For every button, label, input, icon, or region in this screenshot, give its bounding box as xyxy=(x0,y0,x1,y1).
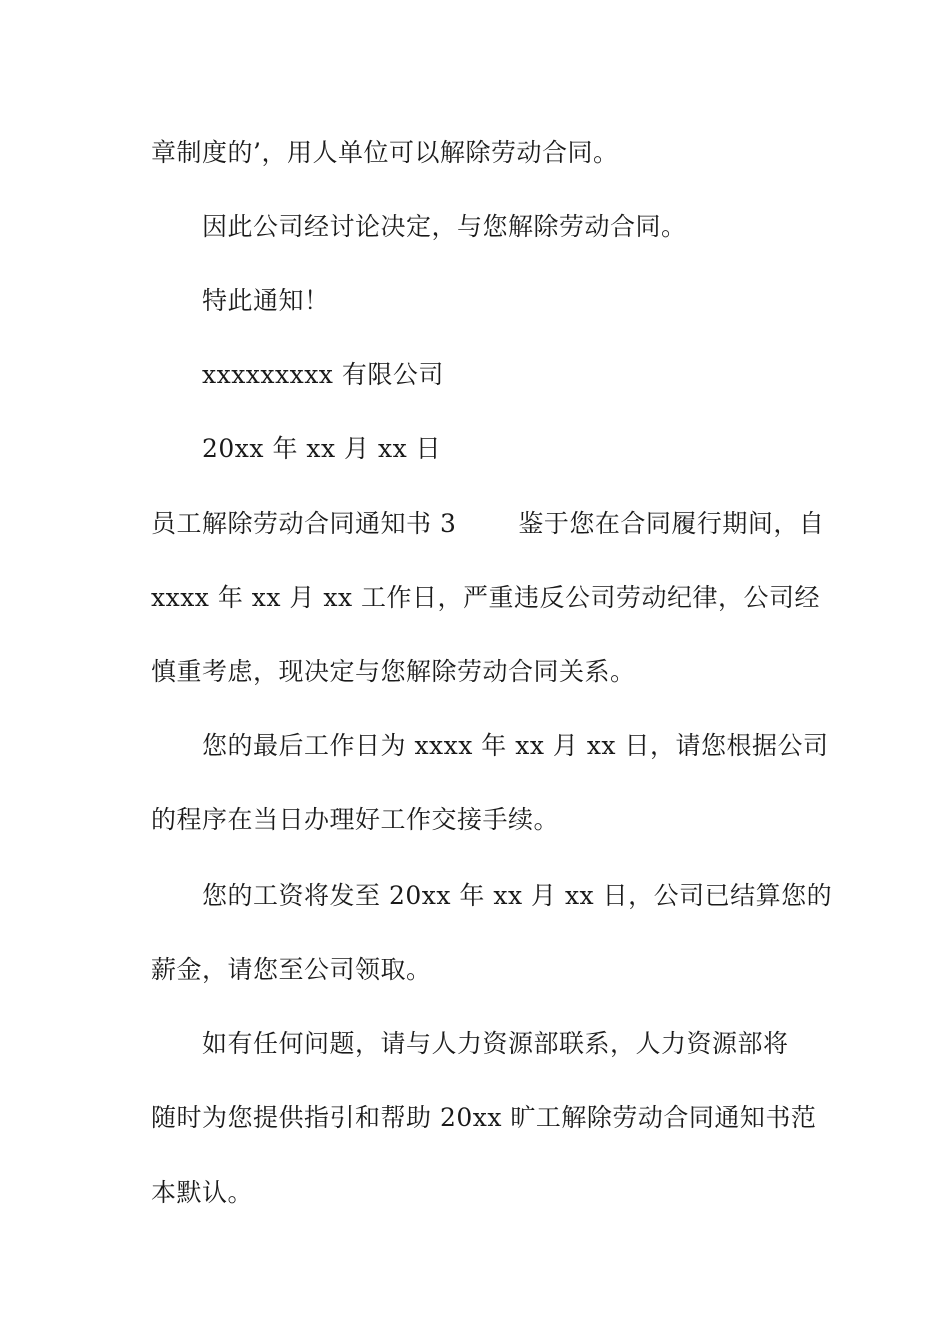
closing-notice: 特此通知！ xyxy=(202,286,330,315)
company-signature: xxxxxxxxx 有限公司 xyxy=(202,360,444,389)
paragraph-line-3: xxxx 年 xx 月 xx 工作日，严重违反公司劳动纪律，公司经 xyxy=(151,583,821,612)
paragraph-line-2: 因此公司经讨论决定，与您解除劳动合同。 xyxy=(202,212,687,241)
paragraph-line-6: 的程序在当日办理好工作交接手续。 xyxy=(151,805,560,834)
section-opening-text: 鉴于您在合同履行期间，自 xyxy=(518,509,825,538)
section-title: 员工解除劳动合同通知书 3 xyxy=(151,509,457,538)
paragraph-line-4: 慎重考虑，现决定与您解除劳动合同关系。 xyxy=(151,657,636,686)
section-heading-line xyxy=(151,508,824,540)
paragraph-line-11: 本默认。 xyxy=(151,1178,254,1207)
paragraph-line-9: 如有任何问题，请与人力资源部联系，人力资源部将 xyxy=(202,1029,789,1058)
signature-date: 20xx 年 xx 月 xx 日 xyxy=(202,434,442,463)
paragraph-line-8: 薪金，请您至公司领取。 xyxy=(151,955,432,984)
paragraph-line-1: 章制度的’，用人单位可以解除劳动合同。 xyxy=(151,138,619,167)
paragraph-line-7: 您的工资将发至 20xx 年 xx 月 xx 日，公司已结算您的 xyxy=(202,881,833,910)
paragraph-line-5: 您的最后工作日为 xxxx 年 xx 月 xx 日，请您根据公司 xyxy=(202,731,829,760)
paragraph-line-10: 随时为您提供指引和帮助 20xx 旷工解除劳动合同通知书范 xyxy=(151,1103,817,1132)
